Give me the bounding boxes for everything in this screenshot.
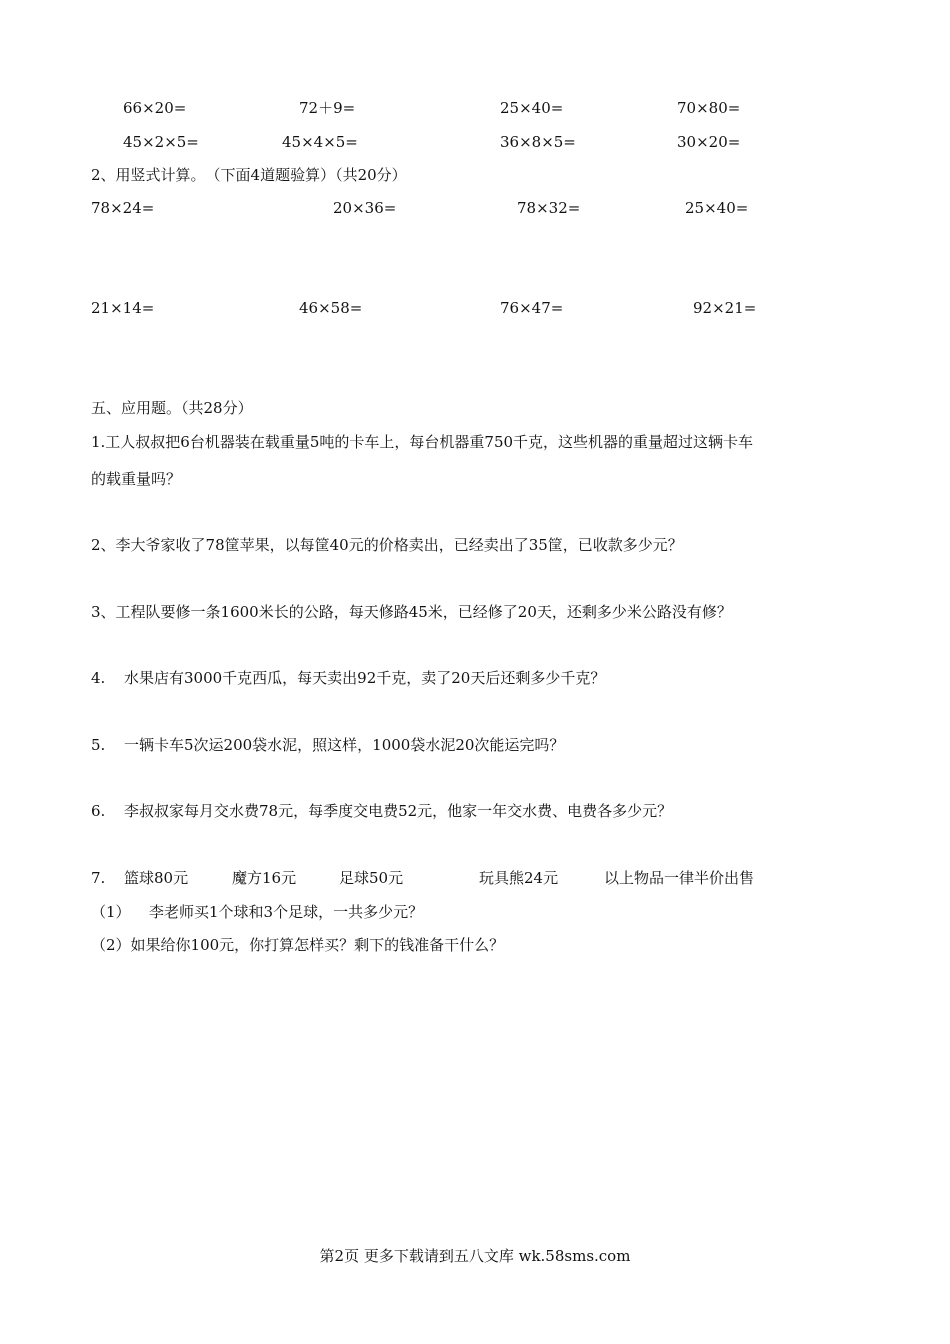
- problem-5: [91, 735, 564, 755]
- problem-6: [91, 801, 672, 821]
- section5-title: 五、应用题。（共28分）: [91, 399, 253, 417]
- section2-title: 2、用竖式计算。 （下面4道题验算）（共20分）: [91, 166, 407, 184]
- problem-5-number: 5.: [91, 736, 106, 754]
- problem-7-item-teddy-bear: 玩具熊24元: [479, 869, 559, 887]
- problem-7-item-basketball: 篮球80元: [124, 869, 189, 887]
- vertical-row2-item-4: 92×21=: [693, 299, 757, 317]
- problem-2: 2、李大爷家收了78筐苹果，以每筐40元的价格卖出，已经卖出了35筐，已收款多少元？: [91, 536, 683, 554]
- problem-7-sub-1-text: 李老师买1个球和3个足球，一共多少元？: [149, 903, 424, 921]
- problem-7-sub-1-number: （1）: [91, 903, 131, 921]
- problem-6-text: 李叔叔家每月交水费78元，每季度交电费52元，他家一年交水费、电费各多少元？: [124, 802, 673, 820]
- vertical-row1-item-1: 78×24=: [91, 199, 155, 217]
- problem-6-number: 6.: [91, 802, 106, 820]
- vertical-row2-item-2: 46×58=: [299, 299, 363, 317]
- oral-row1-item-1: 66×20=: [123, 99, 187, 117]
- page-footer: 第2页 更多下载请到五八文库 wk.58sms.com: [319, 1247, 631, 1265]
- vertical-row1-item-4: 25×40=: [685, 199, 749, 217]
- problem-1-line-1: 1.工人叔叔把6台机器装在载重量5吨的卡车上，每台机器重750千克，这些机器的重量超过这辆卡车: [91, 433, 754, 451]
- problem-7-item-football: 足球50元: [339, 869, 404, 887]
- oral-row1-item-2: 72＋9=: [299, 99, 356, 117]
- oral-row1-item-4: 70×80=: [677, 99, 741, 117]
- vertical-row1-item-2: 20×36=: [333, 199, 397, 217]
- oral-row2-item-1: 45×2×5=: [123, 133, 199, 151]
- oral-row2-item-2: 45×4×5=: [282, 133, 358, 151]
- problem-7-sub-1: [91, 902, 423, 922]
- problem-7-sub-2: （2）如果给你100元，你打算怎样买？剩下的钱准备干什么？: [91, 936, 505, 954]
- oral-row1-item-3: 25×40=: [500, 99, 564, 117]
- problem-1-line-2: 的载重量吗？: [91, 470, 182, 488]
- problem-7-number: 7.: [91, 869, 106, 887]
- problem-5-text: 一辆卡车5次运200袋水泥，照这样，1000袋水泥20次能运完吗？: [124, 736, 565, 754]
- oral-row2-item-4: 30×20=: [677, 133, 741, 151]
- vertical-row2-item-1: 21×14=: [91, 299, 155, 317]
- problem-3: 3、工程队要修一条1600米长的公路，每天修路45米，已经修了20天，还剩多少米公路没有修？: [91, 603, 732, 621]
- vertical-row1-item-3: 78×32=: [517, 199, 581, 217]
- oral-row2-item-3: 36×8×5=: [500, 133, 576, 151]
- problem-4-number: 4.: [91, 669, 106, 687]
- problem-4-text: 水果店有3000千克西瓜，每天卖出92千克，卖了20天后还剩多少千克？: [124, 669, 606, 687]
- problem-7-item-cube: 魔方16元: [232, 869, 297, 887]
- vertical-row2-item-3: 76×47=: [500, 299, 564, 317]
- problem-7-note: 以上物品一律半价出售: [604, 869, 755, 887]
- problem-4: [91, 668, 605, 688]
